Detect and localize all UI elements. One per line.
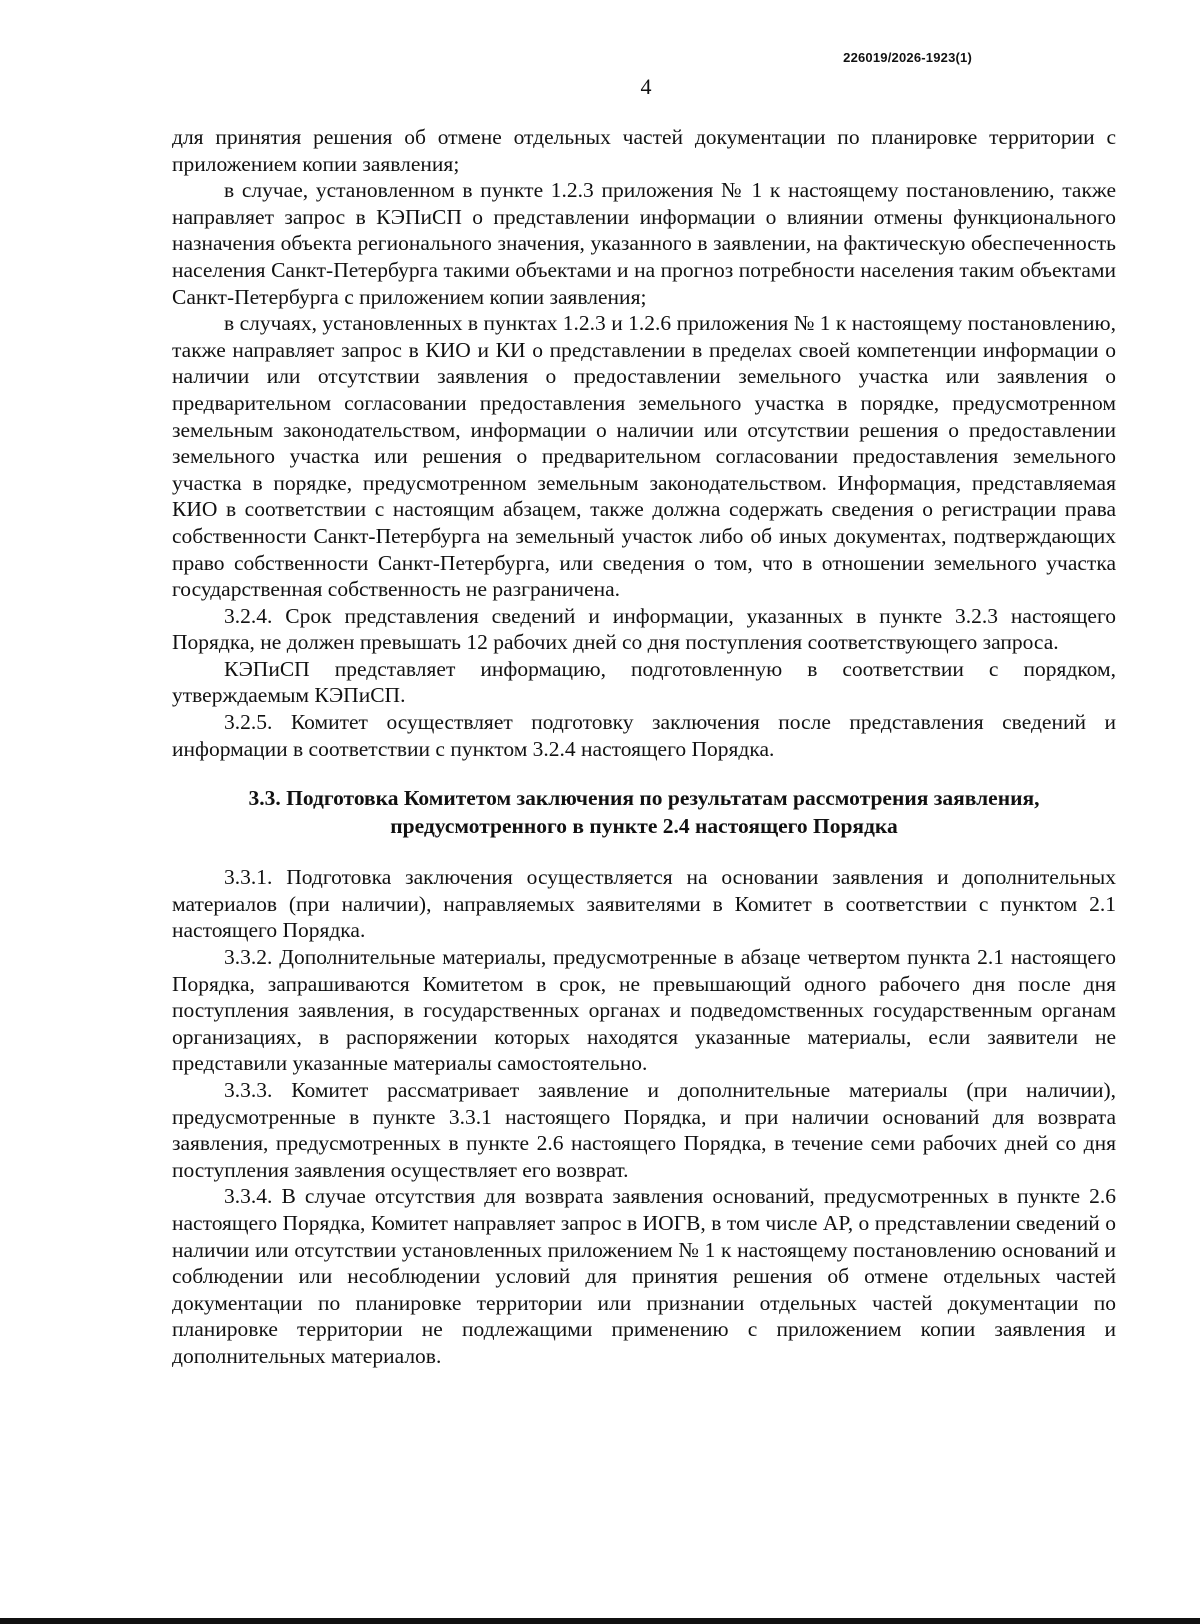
section-heading-line-1: 3.3. Подготовка Комитетом заключения по результатам рассмотрения заявления, [248, 786, 1040, 811]
paragraph-continuation: для принятия решения об отмене отдельных частей документации по планировке территории с приложением копии заявления; [172, 125, 1116, 176]
document-body [172, 124, 1116, 1370]
paragraph-kepisp-info: КЭПиСП представляет информацию, подготовленную в соответствии с порядком, утверждаемым КЭПиСП. [172, 656, 1116, 708]
paragraph-kio-ki-request: в случаях, установленных в пунктах 1.2.3 и 1.2.6 приложения № 1 к настоящему постановлению, также направляет запрос в КИО и КИ о представлении в пределах своей компетенции информации о наличии или отсутствии заявления о предоставлении земельного участка или заявления о предварительном согласовании предоставления земельного участка в порядке, предусмотренном земельным законодательством, информации о наличии или отсутствии решения о предоставлении земельного участка или решения о предварительном согласовании предоставления земельного участка в порядке, предусмотренном земельным законодательством. Информация, представляемая КИО в соответствии с настоящим абзацем, также должна содержать сведения о регистрации права собственности Санкт-Петербурга на земельный участок либо об иных документах, подтверждающих право собственности Санкт-Петербурга, или сведения о том, что в отношении земельного участка государственная собственность не разграничена. [172, 311, 1116, 602]
paragraph-3-3-3: 3.3.3. Комитет рассматривает заявление и дополнительные материалы (при наличии), предусмотренные в пункте 3.3.1 настоящего Порядка, и при наличии оснований для возврата заявления, предусмотренных в пункте 2.6 настоящего Порядка, в течение семи рабочих дней со дня поступления заявления осуществляет его возврат. [172, 1078, 1116, 1182]
document-registration-number: 226019/2026-1923(1) [843, 50, 972, 65]
paragraph-3-2-4: 3.2.4. Срок представления сведений и информации, указанных в пункте 3.2.3 настоящего Порядка, не должен превышать 12 рабочих дней со дня поступления соответствующего запроса. [172, 603, 1116, 655]
paragraph-3-3-1: 3.3.1. Подготовка заключения осуществляется на основании заявления и дополнительных материалов (при наличии), направляемых заявителями в Комитет в соответствии с пунктом 2.1 настоящего Порядка. [172, 865, 1116, 943]
paragraph-kepisp-request: в случае, установленном в пункте 1.2.3 приложения № 1 к настоящему постановлению, также направляет запрос в КЭПиСП о представлении информации о влиянии отмены функционального назначения объекта регионального значения, указанного в заявлении, на фактическую обеспеченность населения Санкт-Петербурга такими объектами и на прогноз потребности населения таким объектами Санкт-Петербурга с приложением копии заявления; [172, 178, 1116, 309]
paragraph-3-2-5: 3.2.5. Комитет осуществляет подготовку заключения после представления сведений и информации в соответствии с пунктом 3.2.4 настоящего Порядка. [172, 710, 1116, 761]
section-heading-3-3 [172, 784, 1116, 840]
page-number: 4 [640, 74, 652, 99]
paragraph-3-3-4: 3.3.4. В случае отсутствия для возврата заявления оснований, предусмотренных в пункте 2.6 настоящего Порядка, Комитет направляет запрос в ИОГВ, в том числе АР, о представлении сведений о наличии или отсутствии установленных приложением № 1 к настоящему постановлению оснований и соблюдении или несоблюдении условий для принятия решения об отмене отдельных частей документации по планировке территории или признании отдельных частей документации по планировке территории не подлежащими применению с приложением копии заявления и дополнительных материалов. [172, 1184, 1116, 1368]
scan-bottom-edge [0, 1618, 1200, 1624]
section-heading-line-2: предусмотренного в пункте 2.4 настоящего Порядка [390, 814, 898, 839]
paragraph-3-3-2: 3.3.2. Дополнительные материалы, предусмотренные в абзаце четвертом пункта 2.1 настоящего Порядка, запрашиваются Комитетом в срок, не превышающий одного рабочего дня после дня поступления заявления, в государственных органах и подведомственных государственным органам организациях, в распоряжении которых находятся указанные материалы, если заявители не представили указанные материалы самостоятельно. [172, 945, 1116, 1076]
